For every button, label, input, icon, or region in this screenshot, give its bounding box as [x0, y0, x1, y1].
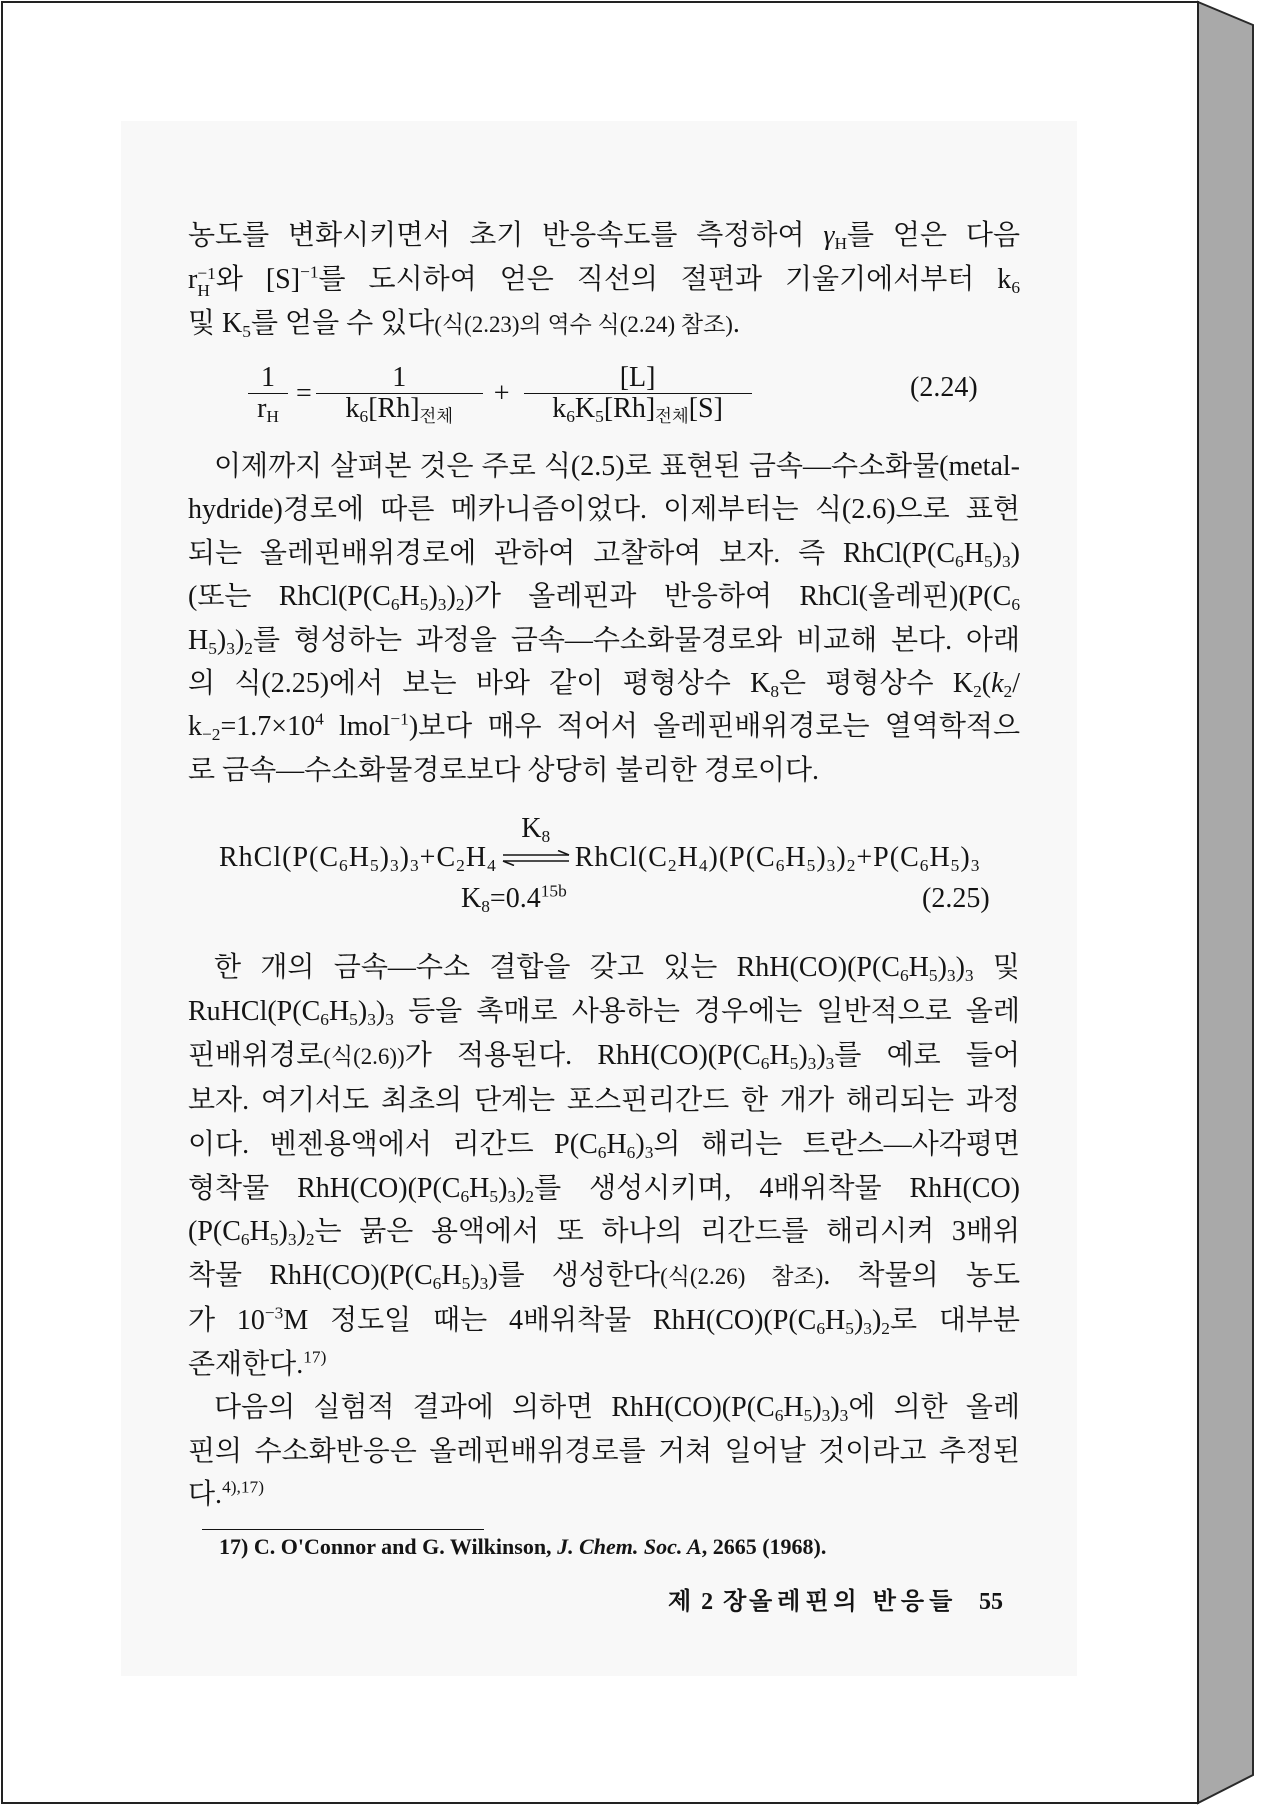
text-line: [188, 532, 1020, 575]
text-run: ): [516, 1172, 526, 1204]
text-run: ): [816, 1039, 826, 1071]
subscript: 6: [899, 965, 909, 985]
subscript: 6: [339, 855, 349, 875]
text-run: 착물 RhH(CO)(P(C: [188, 1260, 433, 1292]
text-run: ): [379, 842, 390, 873]
text-run: 를 얻은 다음: [846, 220, 1020, 251]
text-run: 의 해리는 트란스—사각평면: [653, 1128, 1020, 1160]
text-run: 핀의 수소화반응은 올레핀배위경로를 거쳐 일어날 것이라고 추정된: [188, 1435, 1020, 1467]
text-run: H: [465, 842, 488, 873]
text-line: [188, 662, 1020, 705]
superscript: −1: [300, 262, 319, 282]
subscript: 2: [973, 681, 982, 701]
text-run: 존재한다.: [188, 1349, 304, 1381]
text-run: 등을 촉매로 사용하는 경우에는 일반적으로 올레: [393, 995, 1020, 1027]
text-run: 를 예로 들어: [834, 1039, 1020, 1071]
text-run: 에 의한 올레: [848, 1392, 1020, 1423]
text-line: [188, 1167, 1020, 1211]
subscript: 6: [359, 406, 369, 426]
subscript: 5: [983, 551, 993, 571]
text-run: )를 생성한다: [488, 1260, 661, 1292]
subscript: 5: [928, 965, 938, 985]
equilibrium-arrow-icon: [501, 850, 571, 866]
superscript: 15b: [540, 881, 567, 901]
text-run: 를 얻을 수 있다: [250, 307, 435, 339]
text-run: ): [278, 1216, 288, 1248]
text-line: [188, 705, 1020, 748]
text-run: ): [216, 624, 227, 656]
denominator: [257, 394, 279, 424]
text-run: K: [461, 883, 482, 914]
paragraph-2: [188, 445, 1020, 792]
superscript: 4: [315, 709, 324, 729]
plus-sign: +: [493, 377, 510, 409]
text-run: .: [732, 307, 740, 339]
subscript: 3: [964, 965, 974, 985]
text-line: [188, 619, 1020, 662]
subscript: 2: [305, 1230, 315, 1250]
equals-sign: =: [296, 377, 312, 409]
text-run: ): [812, 1392, 822, 1423]
text-line: [188, 946, 1020, 990]
text-run: H: [963, 537, 984, 569]
text-run: hydride)경로에 따른 메카니즘이었다. 이제부터는 식(2.6)으로 표현: [188, 494, 1020, 526]
text-run: H: [606, 1128, 627, 1160]
italic-text: J. Chem. Soc. A: [557, 1534, 702, 1559]
subscript: 5: [803, 1405, 813, 1425]
text-run: (또는 RhCl(P(C: [188, 581, 391, 613]
subscript: 4: [698, 855, 709, 875]
sub-superscript: [197, 265, 215, 299]
text-run: )보다 매우 적어서 올레핀배위경로는 열역학적으: [408, 711, 1020, 743]
text-run: )(P(C: [708, 842, 776, 873]
subscript: 2: [455, 595, 465, 615]
numerator: 1: [392, 362, 407, 393]
text-run: , 2665 (1968).: [701, 1534, 827, 1559]
subscript: 6: [597, 1142, 607, 1162]
subscript: 6: [390, 595, 400, 615]
superscript: −1: [390, 709, 409, 729]
reactants: [219, 842, 497, 874]
subscript: 5: [269, 1230, 279, 1250]
text-run: 되는 올레핀배위경로에 관하여 고찰하여 보자. 즉 RhCl(P(C: [188, 537, 956, 569]
footnote: [219, 1533, 826, 1561]
denominator: [346, 394, 454, 424]
text-line: [188, 1430, 1020, 1474]
subscript: 5: [845, 1319, 854, 1339]
denominator: [552, 394, 723, 424]
equilibrium-constant: [461, 882, 567, 916]
subscript: 2: [881, 1319, 890, 1339]
superscript: 4),17): [222, 1477, 265, 1497]
subscript: 2: [1003, 681, 1013, 701]
text-line: [188, 1254, 1020, 1299]
subscript: 2: [667, 855, 678, 875]
subscript: H: [266, 406, 279, 426]
text-line: [188, 990, 1020, 1034]
text-run: k: [188, 711, 202, 743]
subscript: 6: [460, 1186, 470, 1206]
text-line: [188, 1210, 1020, 1254]
text-run: . 착물의 농도: [823, 1260, 1020, 1292]
text-run: ): [498, 1172, 508, 1204]
text-run: ): [446, 581, 456, 613]
subscript: 6: [1011, 595, 1020, 615]
text-run: ): [830, 1392, 840, 1423]
footnote-rule: [202, 1529, 484, 1530]
text-run: (P(C: [188, 1216, 241, 1248]
text-run: k: [552, 393, 567, 424]
fraction: [524, 363, 752, 424]
subscript: 8: [770, 681, 780, 701]
text-run: H: [441, 1260, 462, 1292]
text-run: ): [470, 1260, 480, 1292]
text-line: [188, 1123, 1020, 1167]
subscript: 8: [481, 896, 490, 916]
text-run: 다음의 실험적 결과에 의하면 RhH(CO)(P(C: [214, 1392, 775, 1423]
text-run: /: [1012, 668, 1020, 700]
text-run: H: [469, 1172, 490, 1204]
subscript: 3: [409, 855, 420, 875]
subscript: 5: [489, 1186, 499, 1206]
text-run: ): [853, 1305, 864, 1337]
text-run: 보자. 여기서도 최초의 단계는 포스핀리간드 한 개가 해리되는 과정: [188, 1084, 1020, 1116]
text-run: 이제까지 살펴본 것은 주로 식(2.5)로 표현된 금속—수소화물(metal-: [214, 451, 1020, 482]
subscript: 6: [432, 1274, 442, 1294]
text-run: 가 적용된다. RhH(CO)(P(C: [404, 1039, 761, 1071]
text-run: 은 평형상수 K: [779, 668, 974, 700]
text-run: 핀배위경로: [188, 1039, 324, 1071]
subscript: 5: [242, 321, 251, 341]
subscript: 6: [955, 551, 964, 571]
page-number: 55: [979, 1589, 1003, 1615]
text-run: [Rh]: [368, 393, 420, 424]
text-run: )가 올레핀과 반응하여 RhCl(올레핀)(P(C: [464, 581, 1012, 613]
subscript: 3: [863, 1319, 872, 1339]
text-line: [188, 749, 1020, 792]
text-run: 의 식(2.25)에서 보는 바와 같이 평형상수 K: [188, 668, 771, 700]
text-run: RhCl(C: [574, 842, 668, 873]
subscript: 2: [846, 855, 857, 875]
text-run: r: [188, 263, 198, 295]
subscript: 6: [919, 855, 930, 875]
subscript: 5: [789, 1053, 799, 1073]
subscript: 5: [419, 595, 429, 615]
text-run: ): [635, 1128, 645, 1160]
text-line: [188, 258, 1020, 302]
arrow-label: [521, 814, 550, 844]
text-run: H: [399, 581, 420, 613]
text-run: ): [357, 995, 368, 1027]
text-run: [Rh]: [603, 393, 656, 424]
text-run: 및: [973, 952, 1020, 983]
text-run: K: [574, 393, 596, 424]
text-line: [188, 1343, 1020, 1387]
subscript: 전체: [655, 406, 689, 426]
text-run: ): [960, 842, 971, 873]
numerator: 1: [261, 362, 275, 393]
subscript: 3: [385, 1009, 394, 1029]
subscript: 5: [461, 1274, 471, 1294]
text-run: H: [249, 1216, 270, 1248]
italic-text: γ: [823, 220, 835, 251]
paragraph-3: [188, 946, 1020, 1387]
text-run: [S]: [688, 393, 723, 424]
subscript: 6: [760, 1053, 770, 1073]
subscript: 3: [821, 1405, 831, 1425]
text-run: 를 생성시키며, 4배위착물 RhH(CO): [534, 1172, 1020, 1204]
subscript: 4: [487, 855, 497, 875]
subscript: 3: [807, 1053, 817, 1073]
superscript: −1: [197, 263, 216, 283]
text-run: 가 10: [188, 1305, 265, 1337]
text-run: H: [785, 842, 807, 873]
text-run: ): [937, 952, 947, 983]
subscript: 5: [369, 855, 380, 875]
subscript: 3: [970, 855, 981, 875]
subscript: 6: [1011, 277, 1020, 297]
text-run: H: [908, 952, 929, 983]
text-run: 를 형성하는 과정을 금속—수소화물경로와 비교해 본다. 아래: [252, 624, 1020, 656]
text-run: 다.: [188, 1479, 223, 1511]
page-side-edge: [1198, 2, 1253, 1803]
text-run: H: [188, 624, 209, 656]
subscript: 2: [456, 855, 466, 875]
text-run: H: [328, 995, 350, 1027]
text-run: H: [929, 842, 951, 873]
paragraph-1: [188, 214, 1020, 346]
equation-2-24: [248, 363, 752, 424]
equation-number: (2.25): [922, 883, 990, 914]
text-line: [188, 214, 1020, 258]
subscript: 6: [775, 855, 786, 875]
numerator: [L]: [619, 362, 656, 393]
subscript: 3: [826, 855, 837, 875]
text-run: ): [955, 952, 965, 983]
text-run: =1.7×10: [220, 711, 316, 743]
small-text: (식(2.6)): [323, 1043, 405, 1069]
subscript: 6: [626, 1142, 636, 1162]
subscript: 3: [226, 638, 235, 658]
text-line: [188, 1299, 1020, 1343]
text-run: M 정도일 때는 4배위착물 RhH(CO)(P(C: [283, 1305, 817, 1337]
text-run: RuHCl(P(C: [188, 995, 321, 1027]
subscript: −2: [202, 725, 221, 745]
text-line: [188, 1079, 1020, 1123]
text-run: H: [348, 842, 370, 873]
text-run: ): [428, 581, 438, 613]
subscript: 3: [389, 855, 400, 875]
text-run: ): [836, 842, 847, 873]
text-run: 와 [S]: [215, 263, 301, 295]
subscript: 6: [816, 1319, 826, 1339]
text-run: 를 도시하여 얻은 직선의 절편과 기울기에서부터 k: [318, 263, 1012, 295]
subscript: 5: [806, 855, 817, 875]
text-run: ): [798, 1039, 808, 1071]
text-run: +P(C: [856, 842, 920, 873]
text-run: k: [345, 393, 360, 424]
text-run: H: [677, 842, 699, 873]
running-footer-title: 올레핀의 반응들: [749, 1589, 958, 1615]
subscript: 6: [566, 406, 575, 426]
text-run: 한 개의 금속—수소 결합을 갖고 있는 RhH(CO)(P(C: [214, 952, 900, 983]
text-line: [188, 1034, 1020, 1079]
subscript: 3: [287, 1230, 297, 1250]
text-run: ): [296, 1216, 306, 1248]
subscript: 3: [946, 965, 956, 985]
text-run: ): [375, 995, 386, 1027]
subscript: H: [834, 233, 847, 253]
subscript: 3: [479, 1274, 489, 1294]
text-run: ): [992, 537, 1002, 569]
superscript: 17): [303, 1347, 327, 1367]
text-run: K: [521, 813, 542, 844]
text-run: r: [257, 393, 267, 424]
subscript: H: [197, 280, 210, 300]
products: [575, 842, 981, 874]
text-run: H: [825, 1305, 846, 1337]
text-run: H: [783, 1392, 804, 1423]
text-run: ): [234, 624, 245, 656]
subscript: 3: [367, 1009, 376, 1029]
text-run: 및 K: [188, 307, 243, 339]
superscript: −3: [264, 1303, 284, 1323]
text-run: ): [1010, 537, 1020, 569]
text-run: 로 대부분: [889, 1305, 1020, 1337]
text-run: 형착물 RhH(CO)(P(C: [188, 1172, 461, 1204]
italic-text: k: [991, 668, 1004, 700]
text-line: [188, 302, 1020, 347]
equation-number: (2.24): [910, 372, 978, 403]
subscript: 6: [320, 1009, 329, 1029]
subscript: 3: [825, 1053, 835, 1073]
subscript: 8: [541, 826, 551, 846]
text-run: +C: [419, 842, 457, 873]
running-footer-chapter: 제 2 장: [668, 1589, 749, 1615]
fraction: [248, 363, 288, 424]
subscript: 2: [244, 638, 253, 658]
text-run: 17) C. O'Connor and G. Wilkinson,: [219, 1534, 558, 1559]
paragraph-4: [188, 1386, 1020, 1517]
subscript: 5: [349, 1009, 358, 1029]
text-line: [188, 488, 1020, 531]
text-run: (: [981, 668, 992, 700]
subscript: 2: [525, 1186, 535, 1206]
text-run: 이다. 벤젠용액에서 리간드 P(C: [188, 1128, 598, 1160]
text-run: ): [816, 842, 827, 873]
equation-2-25: [219, 813, 981, 875]
text-run: H: [769, 1039, 790, 1071]
small-text: (식(2.26) 참조): [660, 1264, 824, 1290]
text-run: RhCl(P(C: [219, 842, 340, 873]
subscript: 5: [208, 638, 217, 658]
subscript: 5: [950, 855, 961, 875]
subscript: 전체: [419, 406, 454, 426]
small-text: (식(2.23)의 역수 식(2.24) 참조): [434, 311, 733, 337]
text-run: 는 묽은 용액에서 또 하나의 리간드를 해리시켜 3배위: [314, 1216, 1020, 1248]
text-run: =0.4: [489, 883, 541, 914]
fraction: [316, 363, 483, 424]
subscript: 5: [595, 406, 604, 426]
subscript: 3: [1001, 551, 1011, 571]
text-line: [188, 445, 1020, 488]
subscript: 6: [240, 1230, 250, 1250]
text-run: 로 금속—수소화물경로보다 상당히 불리한 경로이다.: [188, 754, 820, 786]
text-line: [188, 1386, 1020, 1430]
text-run: ): [871, 1305, 882, 1337]
subscript: 3: [839, 1405, 849, 1425]
text-line: [188, 575, 1020, 618]
subscript: 6: [774, 1405, 784, 1425]
text-run: 농도를 변화시키면서 초기 반응속도를 측정하여: [188, 220, 824, 251]
subscript: 3: [507, 1186, 517, 1206]
text-line: [188, 1473, 1020, 1517]
text-run: ): [399, 842, 410, 873]
text-run: lmol: [323, 711, 391, 743]
subscript: 3: [437, 595, 447, 615]
subscript: 3: [644, 1142, 654, 1162]
equilibrium-arrow-group: [501, 813, 571, 866]
